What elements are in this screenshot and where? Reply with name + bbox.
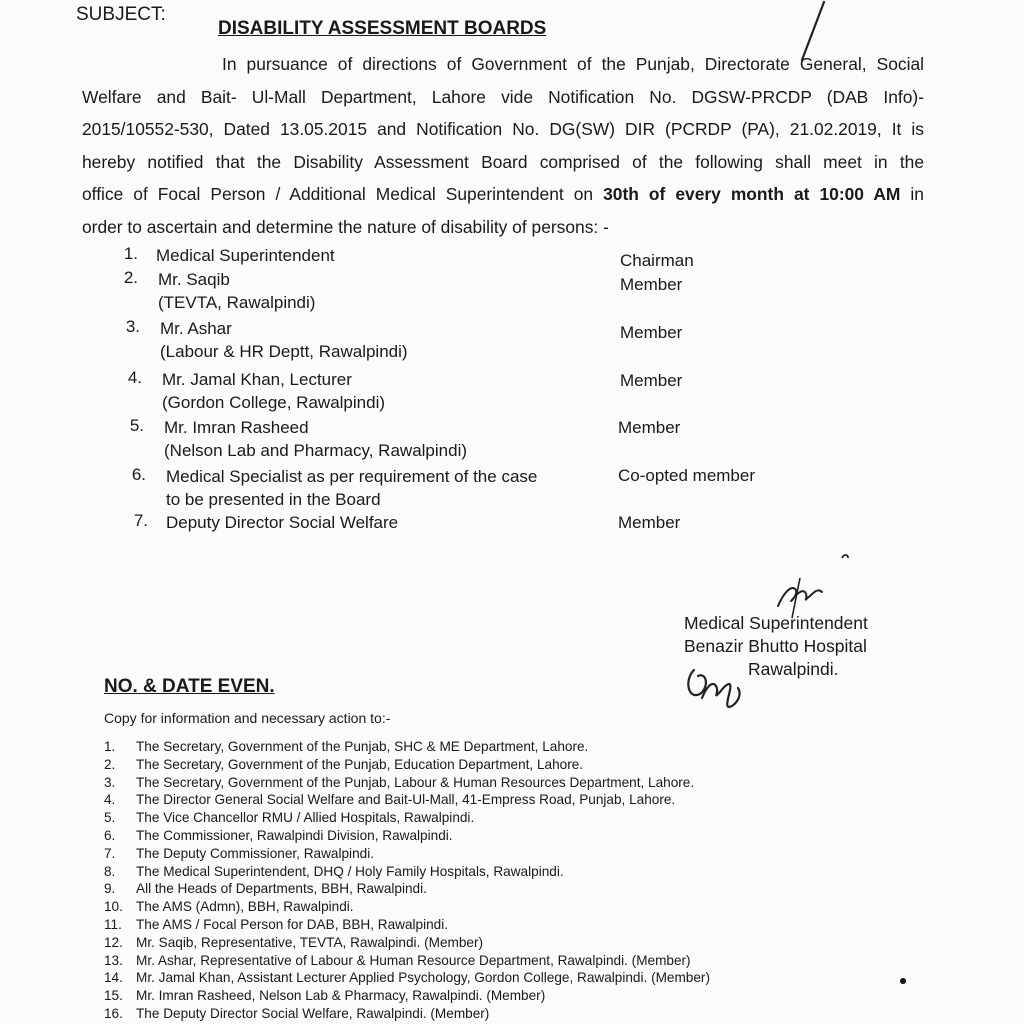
member-name [166,465,537,511]
list-item [104,916,710,934]
member-name-line: Mr. Imran Rasheed [164,418,309,437]
no-date-heading: NO. & DATE EVEN. [104,676,275,697]
list-item [104,756,710,774]
member-name-line: Mr. Ashar [160,319,232,338]
member-role: Member [620,275,683,294]
member-name: Deputy Director Social Welfare [166,513,399,532]
distribution-list [104,738,710,1023]
signatory-hospital: Benazir Bhutto Hospital [684,636,867,656]
list-item-number: 11. [104,916,122,932]
member-affiliation: (TEVTA, Rawalpindi) [158,293,316,312]
list-item-number: 10. [104,899,123,915]
list-item-number: 8. [104,863,116,879]
paragraph-line-meeting [82,178,924,211]
list-item-number: 1. [104,739,116,754]
member-number: 1. [123,244,138,263]
member-role: Chairman [620,251,694,270]
paragraph-line: hereby notified that the Disability Assessment Board comprised of the following shall meet in the [82,151,924,172]
list-item-text: The Director General Social Welfare and Bait-Ul-Mall, 41-Empress Road, Punjab, Lahore. [136,792,676,808]
member-name [162,368,385,414]
member-name: Medical Superintendent [156,246,335,265]
list-item-text: Mr. Jamal Khan, Assistant Lecturer Applied Psychology, Gordon College, Rawalpindi. (Member) [136,970,710,986]
list-item-text: Mr. Saqib, Representative, TEVTA, Rawalpindi. (Member) [136,934,484,950]
list-item [104,934,710,952]
member-role: Member [618,418,681,437]
member-number: 3. [125,317,140,336]
list-item-text: The Deputy Commissioner, Rawalpindi. [136,845,374,861]
member-role: Co-opted member [618,466,756,485]
list-item-text: The AMS (Admn), BBH, Rawalpindi. [136,899,354,915]
list-item-number: 2. [104,756,116,772]
list-item-text: The Deputy Director Social Welfare, Rawalpindi. (Member) [136,1005,490,1021]
list-item [104,898,710,916]
list-item [104,774,710,792]
meeting-schedule: 30th of every month at 10:00 AM [603,184,901,204]
subject-label: SUBJECT: [76,4,166,25]
list-item-text: The Medical Superintendent, DHQ / Holy Family Hospitals, Rawalpindi. [136,863,564,879]
list-item-number: 9. [104,881,116,897]
member-name [158,268,315,314]
signature-block [684,612,868,681]
list-item [104,863,710,881]
list-item-number: 14. [104,970,123,986]
member-name [164,416,467,462]
list-item [104,738,710,756]
copy-intro: Copy for information and necessary action to:- [104,710,391,726]
member-affiliation: to be presented in the Board [166,490,381,509]
member-number: 7. [133,511,148,530]
list-item [104,987,710,1005]
list-item-text: The Secretary, Government of the Punjab, Education Department, Lahore. [136,756,584,772]
list-item-number: 7. [104,845,116,861]
paragraph-text: in [910,184,924,204]
signatory-city: Rawalpindi. [748,659,839,679]
member-number: 2. [123,268,138,287]
list-item-number: 15. [104,988,123,1004]
subject-title: DISABILITY ASSESSMENT BOARDS [218,18,547,39]
list-item-text: The Commissioner, Rawalpindi Division, Rawalpindi. [136,827,453,843]
paragraph-line: order to ascertain and determine the nature of disability of persons: - [82,216,609,237]
paragraph-line: In pursuance of directions of Government of the Punjab, Directorate General, Social [222,54,924,74]
list-item-text: The Vice Chancellor RMU / Allied Hospitals, Rawalpindi. [136,810,475,826]
bullet-mark [900,978,906,984]
signatory-title: Medical Superintendent [684,613,868,633]
paragraph-line: Welfare and Bait- Ul-Mall Department, Lahore vide Notification No. DGSW-PRCDP (DAB Info)- [82,86,924,107]
member-number: 6. [131,465,146,484]
list-item-number: 12. [104,934,123,950]
member-number: 5. [129,416,144,435]
list-item-number: 5. [104,810,116,826]
list-item-text: The AMS / Focal Person for DAB, BBH, Rawalpindi. [136,916,449,932]
list-item [104,809,710,827]
list-item-text: Mr. Ashar, Representative of Labour & Human Resource Department, Rawalpindi. (Member) [136,952,691,968]
member-number: 4. [127,368,142,387]
list-item-text: The Secretary, Government of the Punjab, Labour & Human Resources Department, Lahore. [136,774,695,790]
member-name-line: Medical Specialist as per requirement of the case [166,467,538,486]
list-item [104,952,710,970]
list-item-text: The Secretary, Government of the Punjab, SHC & ME Department, Lahore. [136,739,589,754]
list-item [104,880,710,898]
paragraph-text: office of Focal Person / Additional Medical Superintendent on [82,184,594,204]
list-item [104,845,710,863]
list-item-number: 3. [104,774,116,790]
list-item-number: 13. [104,952,123,968]
member-name-line: Mr. Saqib [158,270,230,289]
list-item-text: Mr. Imran Rasheed, Nelson Lab & Pharmacy, Rawalpindi. (Member) [136,988,546,1004]
member-role: Member [620,371,683,390]
member-role: Member [618,513,681,532]
list-item [104,791,710,809]
member-affiliation: (Nelson Lab and Pharmacy, Rawalpindi) [164,441,468,460]
member-name-line: Mr. Jamal Khan, Lecturer [162,370,352,389]
list-item-number: 16. [104,1005,123,1021]
list-item-number: 6. [104,827,116,843]
paragraph-line: 2015/10552-530, Dated 13.05.2015 and Notification No. DG(SW) DIR (PCRDP (PA), 21.02.2019, It is [82,119,924,139]
member-affiliation: (Labour & HR Deptt, Rawalpindi) [160,342,408,361]
list-item [104,827,710,845]
list-item [104,969,710,987]
notification-paragraph [82,48,924,243]
list-item [104,1005,710,1023]
list-item-number: 4. [104,792,116,808]
member-role: Member [620,323,683,342]
list-item-text: All the Heads of Departments, BBH, Rawalpindi. [136,881,427,897]
member-name [160,317,408,363]
member-affiliation: (Gordon College, Rawalpindi) [162,393,386,412]
